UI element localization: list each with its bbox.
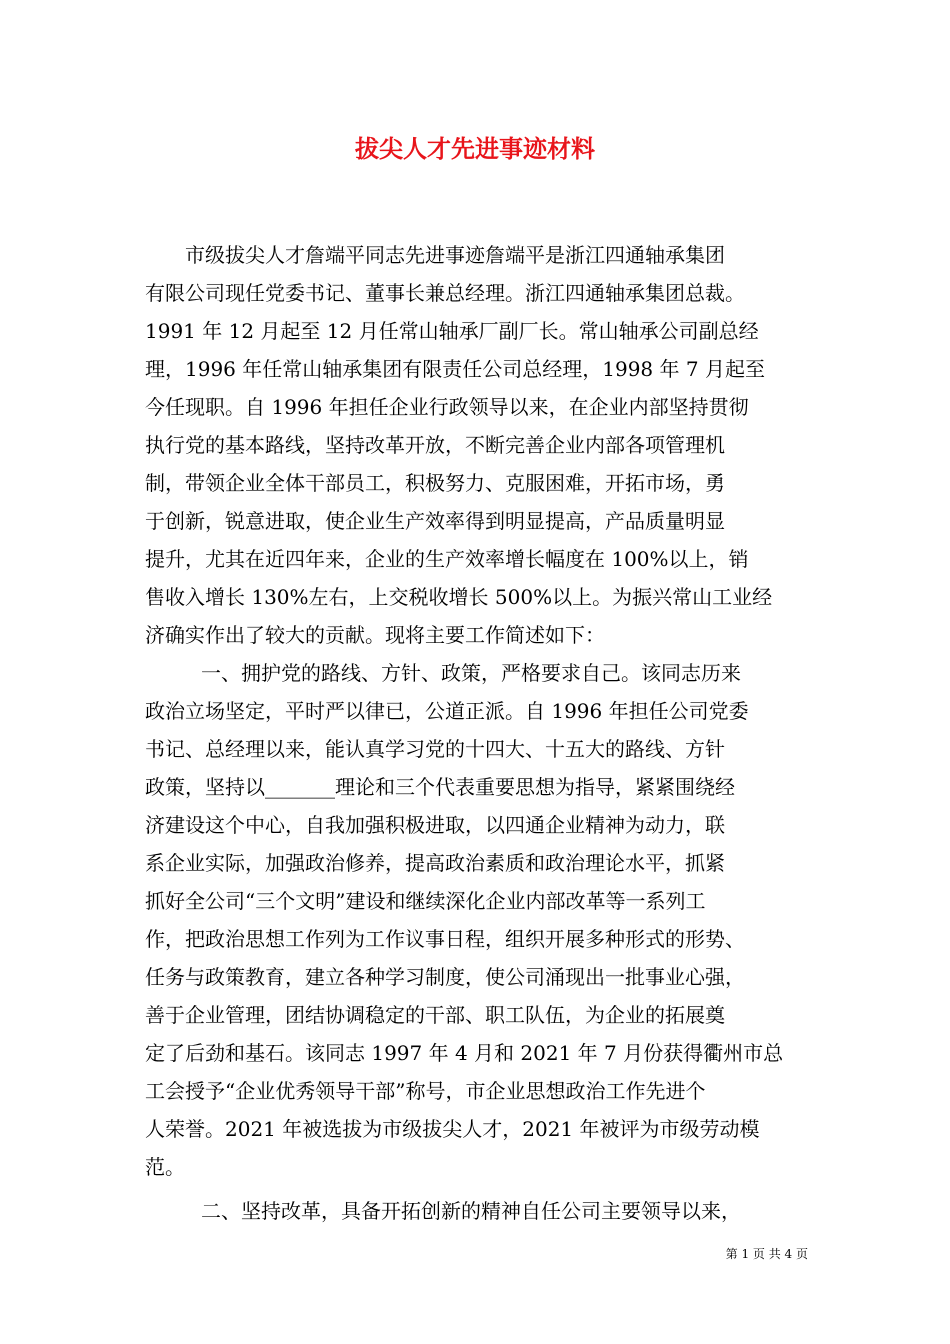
paragraph-line: 售收入增长 130%左右，上交税收增长 500%以上。为振兴常山工业经 — [145, 585, 773, 609]
paragraph-line: 书记、总经理以来，能认真学习党的十四大、十五大的路线、方针 — [145, 737, 725, 761]
paragraph-line: 一、拥护党的路线、方针、政策，严格要求自己。该同志历来 — [201, 661, 741, 685]
paragraph-line: 人荣誉。2021 年被选拔为市级拔尖人才，2021 年被评为市级劳动模 — [145, 1117, 760, 1141]
paragraph-line: 系企业实际，加强政治修养，提高政治素质和政治理论水平，抓紧 — [145, 851, 725, 875]
paragraph-line: 市级拔尖人才詹端平同志先进事迹詹端平是浙江四通轴承集团 — [185, 243, 725, 267]
paragraph-line: 任务与政策教育，建立各种学习制度，使公司涌现出一批事业心强， — [145, 965, 745, 989]
paragraph-line: 于创新，锐意进取，使企业生产效率得到明显提高，产品质量明显 — [145, 509, 725, 533]
paragraph-line: 善于企业管理，团结协调稳定的干部、职工队伍，为企业的拓展奠 — [145, 1003, 725, 1027]
paragraph-line: 济确实作出了较大的贡献。现将主要工作简述如下： — [145, 623, 605, 647]
document-body — [145, 236, 805, 1230]
paragraph-line: 范。 — [145, 1155, 185, 1179]
page-number: 第 1 页 共 4 页 — [725, 1247, 808, 1261]
paragraph-line: 政策，坚持以_______理论和三个代表重要思想为指导，紧紧围绕经 — [145, 775, 735, 799]
document-title: 拔尖人才先进事迹材料 — [355, 134, 595, 163]
paragraph-line: 政治立场坚定，平时严以律已，公道正派。自 1996 年担任公司党委 — [145, 699, 749, 723]
paragraph-line: 今任现职。自 1996 年担任企业行政领导以来，在企业内部坚持贯彻 — [145, 395, 749, 419]
paragraph-line: 定了后劲和基石。该同志 1997 年 4 月和 2021 年 7 月份获得衢州市总 — [145, 1041, 784, 1065]
paragraph-line: 有限公司现任党委书记、董事长兼总经理。浙江四通轴承集团总裁。 — [145, 281, 745, 305]
paragraph-line: 理，1996 年任常山轴承集团有限责任公司总经理，1998 年 7 月起至 — [145, 357, 765, 381]
paragraph-line: 济建设这个中心，自我加强积极进取，以四通企业精神为动力，联 — [145, 813, 725, 837]
paragraph-line: 制，带领企业全体干部员工，积极努力、克服困难，开拓市场，勇 — [145, 471, 725, 495]
paragraph-line: 抓好全公司“三个文明”建设和继续深化企业内部改革等一系列工 — [145, 889, 706, 913]
paragraph-line: 提升，尤其在近四年来，企业的生产效率增长幅度在 100%以上，销 — [145, 547, 749, 571]
paragraph-line: 工会授予“企业优秀领导干部”称号，市企业思想政治工作先进个 — [145, 1079, 706, 1103]
paragraph-line: 作，把政治思想工作列为工作议事日程，组织开展多种形式的形势、 — [145, 927, 745, 951]
paragraph-line: 执行党的基本路线，坚持改革开放，不断完善企业内部各项管理机 — [145, 433, 725, 457]
paragraph-line: 二、坚持改革，具备开拓创新的精神自任公司主要领导以来， — [201, 1199, 741, 1223]
paragraph-line: 1991 年 12 月起至 12 月任常山轴承厂副厂长。常山轴承公司副总经 — [145, 319, 759, 343]
